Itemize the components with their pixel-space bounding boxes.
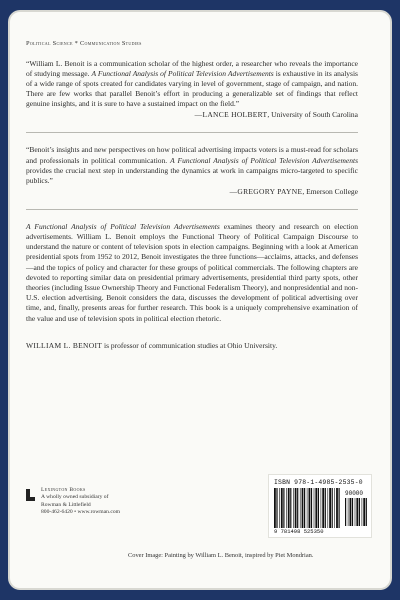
isbn-barcode-box (268, 474, 372, 538)
book-title-italic: A Functional Analysis of Political Television Advertisements (26, 221, 220, 231)
barcode-number: 9 781498 525350 (274, 528, 324, 535)
publisher-line: Rowman & Littlefield (41, 501, 91, 508)
endorsement-quote-1: “William L. Benoit is a communication scholar of the highest order, a researcher who reveals the importance of studying message. A Functional Analysis of Political Television Advertisements is exhaustive in its analysis of a wide range of spots created for candidates varying in level of government, stage of campaign, and nation. There are few works that parallel Benoit’s effort in producing a generalizable set of findings that reflect genuine insights, and it is sure to have a sustained impact on the field.” (26, 59, 358, 109)
barcode-icon (274, 488, 342, 528)
publisher-logo-icon (26, 489, 35, 501)
endorsement-attribution-1: —LANCE HOLBERT, University of South Carolina (194, 110, 358, 120)
author-bio: WILLIAM L. BENOIT is professor of communication studies at Ohio University. (26, 340, 278, 350)
divider (26, 209, 358, 210)
book-title-italic: A Functional Analysis of Political Television Advertisements (91, 69, 274, 79)
endorsement-attribution-2: —GREGORY PAYNE, Emerson College (229, 186, 358, 196)
isbn-label: ISBN 978-1-4985-2535-0 (274, 479, 363, 486)
price-barcode-icon (345, 498, 369, 526)
cover-text-block (26, 40, 358, 351)
book-description: A Functional Analysis of Political Television Advertisements examines theory and research on election advertisements. William L. Benoit employs the Functional Theory of Political Campaign Discourse to understand the nature or content of television spots in election campaigns. Beginning with a look at American presidential spots from 1952 to 2012, Benoit investigates the three functions—acclaims, attacks, and defenses—and the topics of policy and character for these groups of political commercials. The following chapters are devoted to reporting similar data on presidential primary advertisements, presidential third party spots, other theories (including Issue Ownership Theory and Functional Federalism Theory), and nonpresidential and non-U.S. election advertising. Benoit considers the data, discusses the development of political advertising over time, and, finally, presents areas for further research. This book is a uniquely comprehensive examination of the value and use of television spots in political election rhetoric. (26, 221, 358, 323)
cover-image-credit: Cover Image: Painting by William L. Benoit, inspired by Piet Mondrian. (128, 552, 314, 559)
price-code: 90000 (345, 490, 364, 497)
book-title-italic: A Functional Analysis of Political Television Advertisements (170, 155, 358, 165)
publisher-block (26, 487, 120, 516)
publisher-name: Lexington Books (41, 487, 86, 493)
publisher-line: A wholly owned subsidiary of (41, 494, 109, 501)
series-label: Political Science * Communication Studies (26, 40, 142, 47)
divider (26, 132, 358, 133)
endorsement-quote-2: “Benoit’s insights and new perspectives on how political advertising impacts voters is a must-read for scholars and professionals in political communication. A Functional Analysis of Political Television Advertisements provides the crucial next step in understanding the dynamics at work in campaigns micro-targeted to specific publics.” (26, 145, 358, 185)
publisher-contact: 800-462-6420 • www.rowman.com (41, 508, 120, 515)
